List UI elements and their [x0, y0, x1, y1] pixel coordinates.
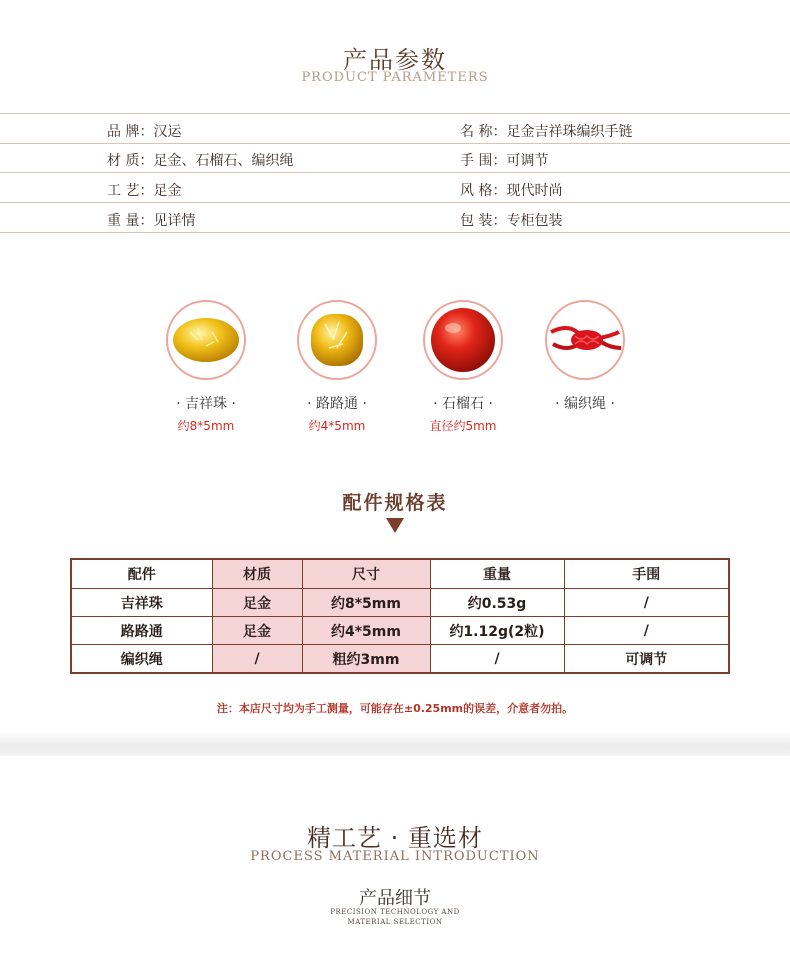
detail-subtitle-line1: PRECISION TECHNOLOGY AND [330, 908, 460, 916]
param-row [0, 173, 790, 203]
measurement-note: 注：本店尺寸均为手工测量，可能存在±0.25mm的误差，介意者勿拍。 [216, 702, 574, 715]
cell-material: 足金 [212, 589, 302, 617]
cell-material: 足金 [212, 617, 302, 645]
header-part: 配件 [71, 559, 212, 589]
cell-wrist: / [564, 589, 729, 617]
param-name: 名 称：足金吉祥珠编织手链 [460, 124, 633, 140]
component-garnet [398, 300, 528, 434]
component-name: · 编织绳 · [555, 396, 615, 412]
header-wrist: 手围 [564, 559, 729, 589]
component-lulutong [272, 300, 402, 434]
cell-part: 编织绳 [71, 645, 212, 674]
cell-weight: 约1.12g(2粒) [430, 617, 564, 645]
table-header-row [71, 559, 729, 589]
component-name: · 吉祥珠 · [176, 396, 236, 412]
table-row [71, 589, 729, 617]
param-row [0, 143, 790, 173]
cell-size: 约8*5mm [302, 589, 430, 617]
table-row [71, 617, 729, 645]
cell-weight: / [430, 645, 564, 674]
detail-title: 产品细节 [359, 888, 431, 909]
header-weight: 重量 [430, 559, 564, 589]
cell-wrist: 可调节 [564, 645, 729, 674]
craft-title: 精工艺 · 重选材 [307, 824, 483, 852]
param-material: 材 质：足金、石榴石、编织绳 [107, 153, 294, 169]
param-style: 风 格：现代时尚 [460, 183, 563, 199]
cell-weight: 约0.53g [430, 589, 564, 617]
component-jixiangzhu [141, 300, 271, 434]
cell-part: 吉祥珠 [71, 589, 212, 617]
param-brand: 品 牌：汉运 [107, 124, 182, 140]
cell-material: / [212, 645, 302, 674]
craft-subtitle: PROCESS MATERIAL INTRODUCTION [250, 849, 540, 864]
cell-size: 粗约3mm [302, 645, 430, 674]
cell-wrist: / [564, 617, 729, 645]
header-material: 材质 [212, 559, 302, 589]
spec-table [70, 558, 730, 674]
header-size: 尺寸 [302, 559, 430, 589]
param-package: 包 装：专柜包装 [460, 213, 563, 229]
detail-subtitle-line2: MATERIAL SELECTION [347, 918, 443, 926]
down-arrow-icon [386, 518, 404, 533]
cell-part: 路路通 [71, 617, 212, 645]
table-row [71, 645, 729, 674]
param-craft: 工 艺：足金 [107, 183, 182, 199]
component-spec: 约8*5mm [177, 419, 235, 433]
component-spec: 直径约5mm [429, 419, 497, 433]
param-weight: 重 量：见详情 [107, 213, 196, 229]
garnet-bead-icon [423, 300, 503, 380]
component-name: · 路路通 · [307, 396, 367, 412]
component-spec: 约4*5mm [308, 419, 366, 433]
component-cord [520, 300, 650, 417]
section-divider [0, 730, 790, 756]
param-wrist: 手 围：可调节 [460, 153, 549, 169]
param-row [0, 203, 790, 233]
spec-table-title: 配件规格表 [342, 492, 448, 514]
component-name: · 石榴石 · [433, 396, 493, 412]
red-cord-icon [545, 300, 625, 380]
params-subtitle: PRODUCT PARAMETERS [301, 70, 489, 85]
param-row [0, 113, 790, 144]
cell-size: 约4*5mm [302, 617, 430, 645]
gold-round-bead-icon [297, 300, 377, 380]
gold-oval-bead-icon [166, 300, 246, 380]
params-title: 产品参数 [343, 46, 447, 74]
